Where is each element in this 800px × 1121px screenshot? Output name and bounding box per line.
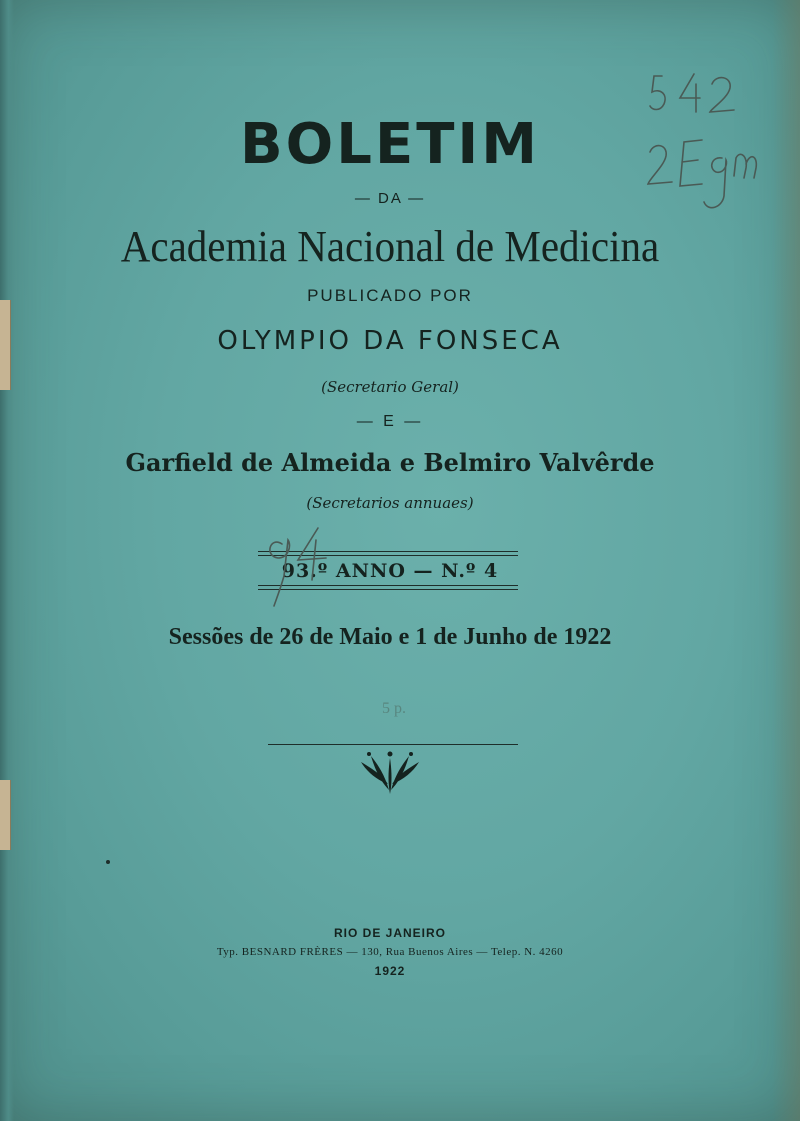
da-connector: — DA —	[354, 190, 426, 207]
conjunction: — E —	[356, 413, 424, 430]
printer-imprint: Typ. BESNARD FRÈRES — 130, Rua Buenos Aires — Telep. N. 4260	[216, 946, 564, 958]
ornament-rule	[268, 744, 518, 745]
binding-tear	[0, 780, 11, 850]
issue-rule-top	[258, 551, 518, 552]
ink-dot	[106, 860, 110, 864]
fleuron-ornament-icon	[355, 748, 425, 796]
journal-title: BOLETIM	[240, 112, 540, 177]
sessions-date: Sessões de 26 de Maio e 1 de Junho de 1922	[168, 624, 612, 650]
issue-number: 93.º ANNO — N.º 4	[281, 560, 499, 582]
issue-rule-bottom-inner	[258, 589, 518, 590]
issue-rule-bottom	[258, 585, 518, 586]
co-editors-role: (Secretarios annuaes)	[306, 494, 474, 512]
published-by-label: PUBLICADO POR	[307, 286, 473, 305]
imprint-year: 1922	[374, 964, 406, 978]
issue-rule-top-inner	[258, 555, 518, 556]
institution-name: Academia Nacional de Medicina	[120, 221, 660, 271]
city-imprint: RIO DE JANEIRO	[333, 926, 446, 940]
editor-role: (Secretario Geral)	[321, 378, 459, 396]
faint-stamp: 5 p.	[382, 700, 406, 717]
editor-name: OLYMPIO DA FONSECA	[217, 326, 563, 356]
co-editors: Garfield de Almeida e Belmiro Valvêrde	[125, 448, 655, 477]
